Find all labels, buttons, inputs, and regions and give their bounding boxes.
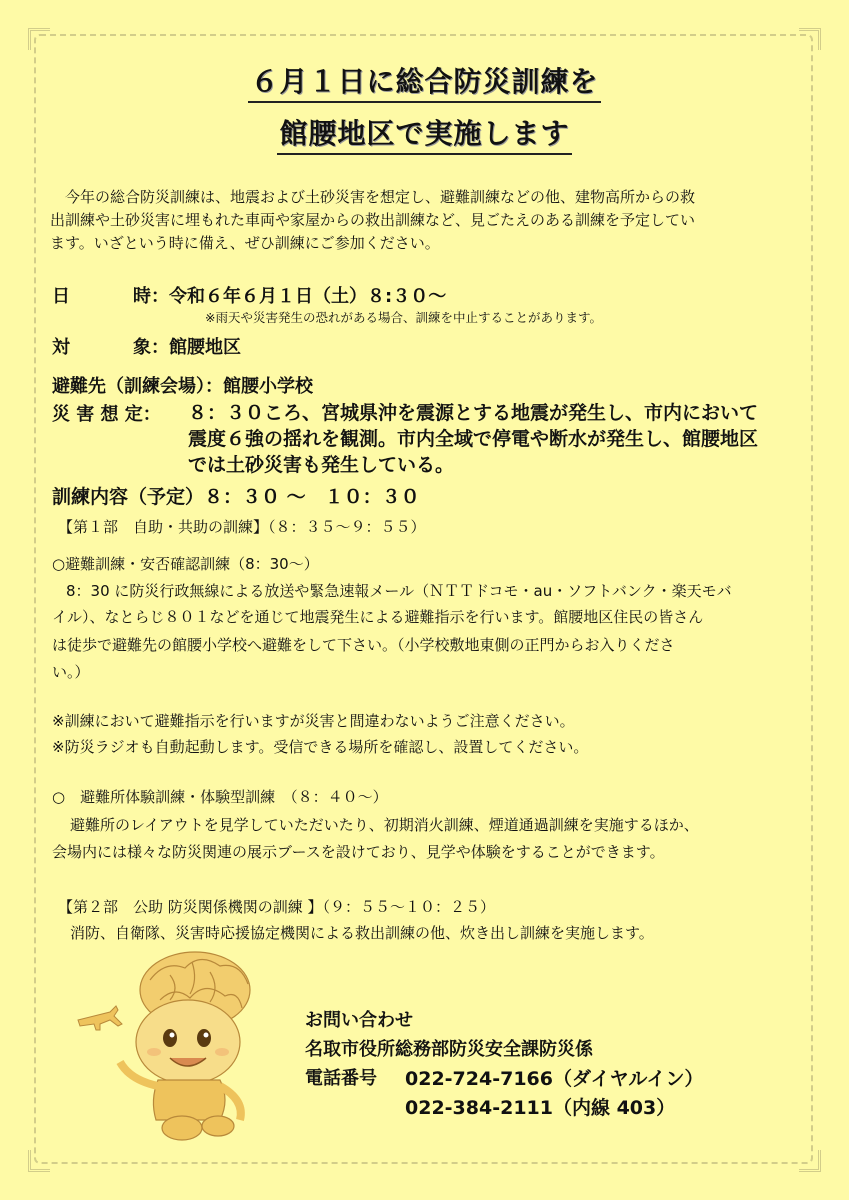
- contact-office: 名取市役所総務部防災安全課防災係: [305, 1039, 593, 1060]
- intro-line: ます。いざという時に備え、ぜひ訓練にご参加ください。: [50, 234, 440, 252]
- target-value: 象：館腰地区: [133, 337, 241, 358]
- intro-line: 今年の総合防災訓練は、地震および土砂災害を想定し、避難訓練などの他、建物高所からの救: [65, 188, 696, 206]
- target-label: 対: [52, 337, 70, 358]
- drill1-line: は徒歩で避難先の館腰小学校へ避難をして下さい。（小学校敷地東側の正門からお入りくださ: [52, 636, 675, 654]
- corner-ornament: [28, 28, 50, 50]
- page-title-line2: 館腰地区で実施します: [0, 112, 849, 152]
- scenario-label: 災 害 想 定：: [52, 404, 161, 425]
- part2-header: 【第２部 公助 防災関係機関の訓練 】（９：５５～１０：２５）: [58, 898, 496, 916]
- phone-number-2: 022-384-2111（内線 403）: [405, 1097, 676, 1119]
- drill1-line: 8：30 に防災行政無線による放送や緊急速報メール（ＮＴＴドコモ・au・ソフトバンク・楽天モバ: [66, 582, 732, 600]
- drill1-line: い。）: [52, 663, 90, 681]
- phone-label: 電話番号: [305, 1068, 377, 1089]
- scenario-line: 震度６強の揺れを観測。市内全域で停電や断水が発生し、館腰地区: [188, 428, 759, 450]
- drill2-line: 会場内には様々な防災関連の展示ブースを設けており、見学や体験をすることができます。: [52, 843, 665, 861]
- caution-note: ※防災ラジオも自動起動します。受信できる場所を確認し、設置してください。: [52, 738, 589, 756]
- date-note: ※雨天や災害発生の恐れがある場合、訓練を中止することがあります。: [205, 310, 602, 325]
- mascot-face: [136, 1000, 240, 1084]
- drill1-line: イル）、なとらじ８０１などを通じて地震発生による避難指示を行います。館腰地区住民の皆さん: [52, 608, 704, 626]
- airplane-icon: [78, 1006, 122, 1030]
- scenario-line: では土砂災害も発生している。: [188, 454, 455, 476]
- part2-line: 消防、自衛隊、災害時応援協定機関による救出訓練の他、炊き出し訓練を実施します。: [70, 924, 654, 942]
- drill1-title: ○避難訓練・安否確認訓練（8：30～）: [52, 555, 319, 573]
- drill2-title: ○ 避難所体験訓練・体験型訓練 （８：４０～）: [52, 788, 388, 806]
- mascot-illustration: [70, 950, 270, 1145]
- content-label: 訓練内容（予定）８：３０ ～ １０：３０: [52, 486, 420, 508]
- date-label: 日: [52, 286, 70, 307]
- part1-header: 【第１部 自助・共助の訓練】（８：３５～９：５５）: [58, 518, 426, 536]
- date-value: 時：令和６年６月１日（土）８:３０～: [133, 286, 447, 307]
- drill2-line: 避難所のレイアウトを見学していただいたり、初期消火訓練、煙道通過訓練を実施するほか、: [70, 816, 699, 834]
- caution-note: ※訓練において避難指示を行いますが災害と間違わないようご注意ください。: [52, 712, 575, 730]
- corner-ornament: [28, 1150, 50, 1172]
- phone-number-1: 022-724-7166（ダイヤルイン）: [405, 1068, 704, 1090]
- corner-ornament: [799, 28, 821, 50]
- contact-heading: お問い合わせ: [305, 1010, 413, 1031]
- intro-line: 出訓練や土砂災害に埋もれた車両や家屋からの救出訓練など、見ごたえのある訓練を予定してい: [50, 211, 696, 229]
- corner-ornament: [799, 1150, 821, 1172]
- page-title-line1: ６月１日に総合防災訓練を: [0, 60, 849, 100]
- venue: 避難先（訓練会場）：館腰小学校: [52, 376, 313, 397]
- scenario-line: ８：３０ころ、宮城県沖を震源とする地震が発生し、市内において: [188, 402, 759, 424]
- intro-paragraph: [50, 186, 790, 255]
